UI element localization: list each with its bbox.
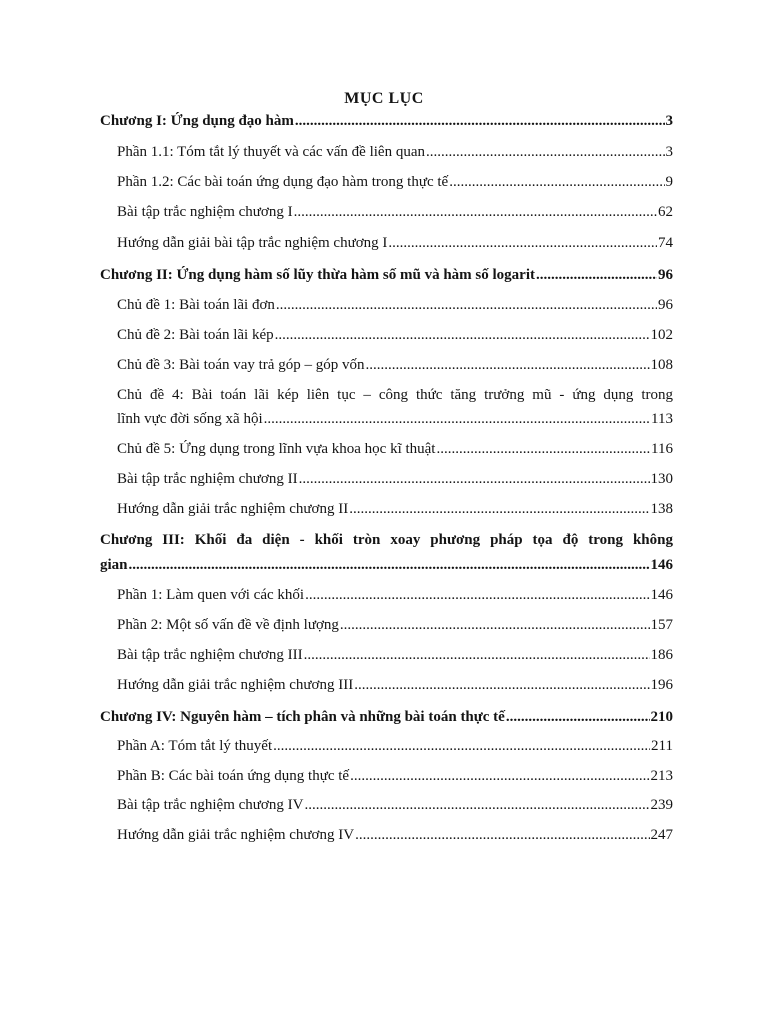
toc-chapter-entry[interactable] [100, 266, 673, 284]
toc-entry-label-line1: Chương III: Khối đa diện - khối tròn xoay phương pháp tọa độ trong không [100, 532, 673, 548]
toc-entry-label: Phần 2: Một số vấn đề về định lượng [117, 617, 339, 633]
toc-section-entry[interactable] [117, 410, 673, 428]
toc-page-number: 211 [651, 738, 673, 754]
dot-leader [365, 356, 649, 374]
toc-page-number: 9 [665, 174, 673, 190]
dot-leader [304, 796, 649, 814]
dot-leader [449, 173, 664, 191]
toc-entry-label: Chương II: Ứng dụng hàm số lũy thừa hàm số mũ và hàm số logarit [100, 267, 535, 283]
toc-page-number: 74 [658, 235, 673, 251]
toc-page-number: 239 [650, 797, 673, 813]
toc-entry-label: Phần 1.2: Các bài toán ứng dụng đạo hàm trong thực tế [117, 174, 449, 190]
dot-leader [305, 586, 649, 604]
dot-leader [129, 556, 650, 574]
dot-leader [294, 203, 657, 221]
toc-page-number: 108 [650, 357, 673, 373]
toc-section-entry[interactable] [117, 737, 673, 755]
dot-leader [350, 767, 649, 785]
toc-section-entry[interactable] [117, 676, 673, 694]
toc-section-entry[interactable] [117, 500, 673, 518]
dot-leader [536, 266, 657, 284]
toc-entry-label: Chủ đề 5: Ứng dụng trong lĩnh vựa khoa học kĩ thuật [117, 441, 436, 457]
toc-entry-label: Hướng dẫn giải bài tập trắc nghiệm chương I [117, 235, 388, 251]
toc-section-entry[interactable] [117, 646, 673, 664]
toc-page-number: 247 [650, 827, 673, 843]
toc-entry-label: Chương IV: Nguyên hàm – tích phân và những bài toán thực tế [100, 709, 505, 725]
toc-page-number: 213 [650, 768, 673, 784]
toc-page-number: 96 [658, 297, 673, 313]
toc-entry-label: Phần B: Các bài toán ứng dụng thực tế [117, 768, 350, 784]
dot-leader [295, 112, 665, 130]
toc-page-number: 113 [651, 411, 673, 427]
toc-page-number: 102 [650, 327, 673, 343]
toc-section-entry[interactable] [117, 234, 673, 252]
dot-leader [264, 410, 650, 428]
toc-section-entry[interactable] [117, 326, 673, 344]
toc-page-number: 146 [650, 587, 673, 603]
toc-title: MỤC LỤC [344, 90, 424, 107]
toc-section-entry[interactable] [117, 586, 673, 604]
toc-chapter-entry[interactable] [100, 708, 673, 726]
toc-page-number: 62 [658, 204, 673, 220]
toc-page-number: 3 [665, 113, 673, 129]
toc-page-number: 3 [665, 144, 673, 160]
toc-section-entry[interactable] [117, 796, 673, 814]
toc-page-number: 130 [650, 471, 673, 487]
dot-leader [355, 826, 649, 844]
toc-entry-label-line1: Chủ đề 4: Bài toán lãi kép liên tục – công thức tăng trưởng mũ - ứng dụng trong [117, 387, 673, 403]
toc-entry-label: Bài tập trắc nghiệm chương I [117, 204, 293, 220]
toc-entry-label: Hướng dẫn giải trắc nghiệm chương III [117, 677, 354, 693]
toc-section-entry[interactable] [117, 440, 673, 458]
toc-entry-label: Phần A: Tóm tắt lý thuyết [117, 738, 273, 754]
dot-leader [340, 616, 650, 634]
dot-leader [426, 143, 665, 161]
toc-entry-label: Chương I: Ứng dụng đạo hàm [100, 113, 294, 129]
toc-entry-label: Bài tập trắc nghiệm chương III [117, 647, 303, 663]
dot-leader [436, 440, 650, 458]
toc-page-number: 210 [650, 709, 673, 725]
toc-entry-label: Chủ đề 3: Bài toán vay trả góp – góp vốn [117, 357, 365, 373]
toc-section-entry[interactable] [117, 767, 673, 785]
toc-page-number: 138 [650, 501, 673, 517]
toc-chapter-entry[interactable] [100, 556, 673, 574]
toc-entry-label: Hướng dẫn giải trắc nghiệm chương IV [117, 827, 355, 843]
toc-section-entry[interactable] [117, 826, 673, 844]
toc-section-entry[interactable] [117, 356, 673, 374]
toc-entry-label: Phần 1: Làm quen với các khối [117, 587, 305, 603]
toc-section-entry[interactable] [117, 616, 673, 634]
dot-leader [388, 234, 657, 252]
toc-page-number: 116 [651, 441, 673, 457]
toc-entry-label: Bài tập trắc nghiệm chương IV [117, 797, 304, 813]
toc-entry-label: Hướng dẫn giải trắc nghiệm chương II [117, 501, 349, 517]
toc-entry-label: Chủ đề 1: Bài toán lãi đơn [117, 297, 275, 313]
toc-section-entry[interactable] [117, 296, 673, 314]
toc-section-entry[interactable] [117, 203, 673, 221]
toc-page-number: 96 [658, 267, 673, 283]
toc-entry-label: gian [100, 557, 128, 573]
toc-section-entry[interactable] [117, 143, 673, 161]
dot-leader [349, 500, 649, 518]
toc-page-number: 196 [650, 677, 673, 693]
toc-entry-label: Phần 1.1: Tóm tắt lý thuyết và các vấn đề liên quan [117, 144, 425, 160]
toc-page-number: 157 [650, 617, 673, 633]
toc-entry-label: Bài tập trắc nghiệm chương II [117, 471, 298, 487]
toc-entry-label: lĩnh vực đời sống xã hội [117, 411, 263, 427]
toc-chapter-entry[interactable] [100, 112, 673, 130]
dot-leader [273, 737, 650, 755]
dot-leader [276, 296, 657, 314]
dot-leader [275, 326, 650, 344]
toc-page-number: 146 [650, 557, 673, 573]
dot-leader [506, 708, 650, 726]
dot-leader [304, 646, 650, 664]
toc-entry-label: Chủ đề 2: Bài toán lãi kép [117, 327, 274, 343]
dot-leader [299, 470, 650, 488]
toc-section-entry[interactable] [117, 173, 673, 191]
dot-leader [354, 676, 649, 694]
toc-page-number: 186 [650, 647, 673, 663]
toc-section-entry[interactable] [117, 470, 673, 488]
